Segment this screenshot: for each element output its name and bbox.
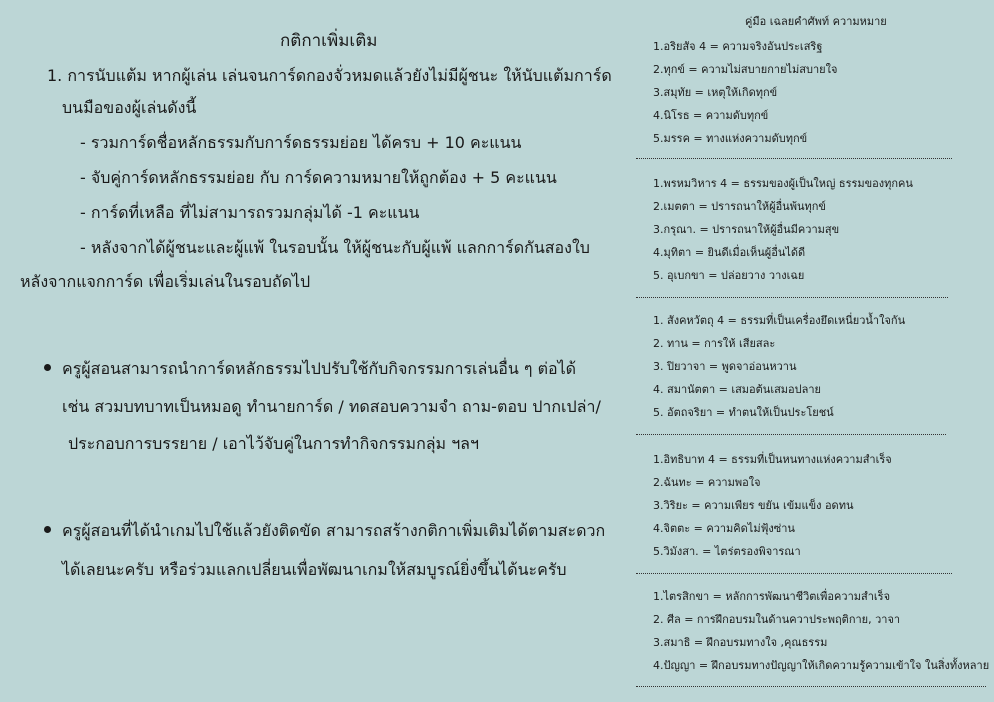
glossary-item: 5. อุเบกขา = ปล่อยวาง วางเฉย: [653, 269, 805, 282]
group-separator: [636, 434, 946, 435]
glossary-item: 1. สังคหวัตถุ 4 = ธรรมที่เป็นเครื่องยึดเหนี่ยวน้ำใจกัน: [653, 314, 906, 327]
glossary-item: 4.จิตตะ = ความคิดไม่ฟุ้งซ่าน: [653, 522, 795, 535]
rule-sub4-cont: หลังจากแจกการ์ด เพื่อเริ่มเล่นในรอบถัดไป: [20, 272, 311, 291]
rules-title: กติกาเพิ่มเติม: [280, 31, 378, 51]
glossary-item: 2.ฉันทะ = ความพอใจ: [653, 476, 761, 489]
bullet2-line2: ได้เลยนะครับ หรือร่วมแลกเปลี่ยนเพื่อพัฒนาเกมให้สมบูรณ์ยิ่งขึ้นได้นะครับ: [62, 560, 567, 579]
rule1-line1: 1. การนับแต้ม หากผู้เล่น เล่นจนการ์ดกองจั่วหมดแล้วยังไม่มีผู้ชนะ ให้นับแต้มการ์ด: [47, 66, 612, 85]
glossary-item: 2. ทาน = การให้ เสียสละ: [653, 337, 776, 350]
rule-sub4: - หลังจากได้ผู้ชนะและผู้แพ้ ในรอบนั้น ให้ผู้ชนะกับผู้แพ้ แลกการ์ดกันสองใบ: [80, 238, 590, 257]
bullet1-line2: เช่น สวมบทบาทเป็นหมอดู ทำนายการ์ด / ทดสอบความจำ ถาม-ตอบ ปากเปล่า/: [62, 397, 601, 416]
bullet1-line1: ครูผู้สอนสามารถนำการ์ดหลักธรรมไปปรับใช้กับกิจกรรมการเล่นอื่น ๆ ต่อได้: [62, 359, 576, 378]
bullet1-line3: ประกอบการบรรยาย / เอาไว้จับคู่ในการทำกิจกรรมกลุ่ม ฯลฯ: [68, 434, 479, 453]
rule-sub1: - รวมการ์ดชื่อหลักธรรมกับการ์ดธรรมย่อย ได้ครบ + 10 คะแนน: [80, 133, 522, 152]
glossary-item: 3.สมุทัย = เหตุให้เกิดทุกข์: [653, 86, 778, 99]
bullet-dot-1: [44, 364, 51, 371]
group-separator: [636, 573, 952, 574]
glossary-item: 1.อิทธิบาท 4 = ธรรมที่เป็นหนทางแห่งความสำเร็จ: [653, 453, 892, 466]
group-separator: [636, 686, 986, 687]
bullet-dot-2: [44, 526, 51, 533]
glossary-item: 4. สมานัตตา = เสมอต้นเสมอปลาย: [653, 383, 821, 396]
glossary-item: 3.กรุณา. = ปรารถนาให้ผู้อื่นมีความสุข: [653, 223, 840, 236]
rule-sub2: - จับคู่การ์ดหลักธรรมย่อย กับ การ์ดความหมายให้ถูกต้อง + 5 คะแนน: [80, 168, 557, 187]
rule-sub3: - การ์ดที่เหลือ ที่ไม่สามารถรวมกลุ่มได้ -1 คะแนน: [80, 203, 420, 222]
bullet2-line1: ครูผู้สอนที่ได้นำเกมไปใช้แล้วยังติดขัด สามารถสร้างกติกาเพิ่มเติมได้ตามสะดวก: [62, 521, 606, 540]
glossary-item: 1.อริยสัจ 4 = ความจริงอันประเสริฐ: [653, 40, 823, 53]
glossary-title: คู่มือ เฉลยคำศัพท์ ความหมาย: [745, 15, 887, 28]
group-separator: [636, 297, 948, 298]
glossary-item: 2.เมตตา = ปรารถนาให้ผู้อื่นพ้นทุกข์: [653, 200, 826, 213]
glossary-item: 3. ปิยวาจา = พูดจาอ่อนหวาน: [653, 360, 797, 373]
glossary-item: 3.สมาธิ = ฝึกอบรมทางใจ ,คุณธรรม: [653, 636, 828, 649]
glossary-item: 2. ศีล = การฝึกอบรมในด้านควาประพฤติกาย, วาจา: [653, 613, 901, 626]
glossary-item: 1.พรหมวิหาร 4 = ธรรมของผู้เป็นใหญ่ ธรรมของทุกคน: [653, 177, 913, 190]
group-separator: [636, 158, 952, 159]
glossary-item: 4.นิโรธ = ความดับทุกข์: [653, 109, 769, 122]
glossary-item: 4.มุทิตา = ยินดีเมื่อเห็นผู้อื่นได้ดี: [653, 246, 806, 259]
glossary-item: 1.ไตรสิกขา = หลักการพัฒนาชีวิตเพื่อความสำเร็จ: [653, 590, 891, 603]
glossary-item: 5. อัตถจริยา = ทำตนให้เป็นประโยชน์: [653, 406, 834, 419]
glossary-item: 3.วิริยะ = ความเพียร ขยัน เข้มแข็ง อดทน: [653, 499, 854, 512]
rule1-line2: บนมือของผู้เล่นดังนี้: [62, 98, 197, 117]
glossary-item: 2.ทุกข์ = ความไม่สบายกายไม่สบายใจ: [653, 63, 838, 76]
glossary-item: 5.วิมังสา. = ไตร่ตรองพิจารณา: [653, 545, 801, 558]
glossary-item: 5.มรรค = ทางแห่งความดับทุกข์: [653, 132, 808, 145]
glossary-item: 4.ปัญญา = ฝึกอบรมทางปัญญาให้เกิดความรู้ความเข้าใจ ในสิ่งทั้งหลาย: [653, 659, 990, 672]
